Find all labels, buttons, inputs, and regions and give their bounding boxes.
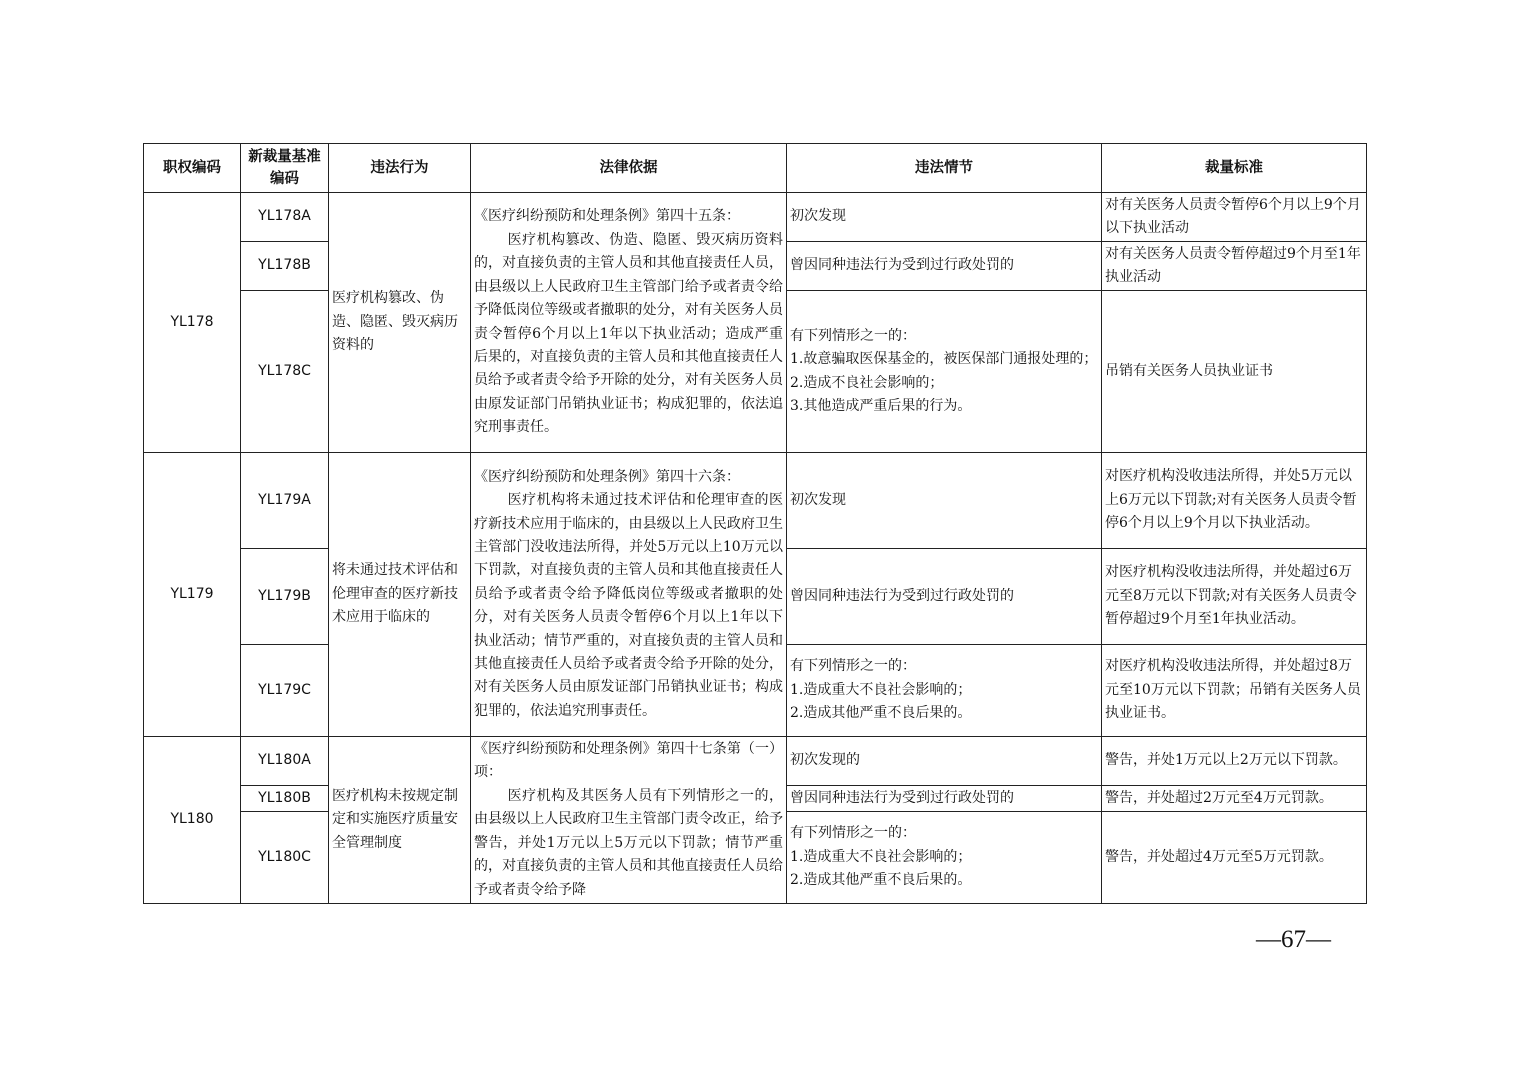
violation-cell: 将未通过技术评估和伦理审查的医疗新技术应用于临床的: [329, 453, 471, 737]
standard-cell: 对医疗机构没收违法所得，并处超过6万元至8万元以下罚款;对有关医务人员责令暂停超过9个月至1年执业活动。: [1102, 549, 1367, 645]
authority-code-cell: YL179: [144, 453, 241, 737]
standard-cell: 警告，并处超过2万元至4万元罚款。: [1102, 786, 1367, 812]
circumstance-cell: 初次发现: [787, 193, 1102, 242]
circumstance-cell: 有下列情形之一的： 1.故意骗取医保基金的，被医保部门通报处理的； 2.造成不良社会影响的； 3.其他造成严重后果的行为。: [787, 291, 1102, 453]
law-title: 《医疗纠纷预防和处理条例》第四十五条：: [474, 208, 740, 225]
sub-code-cell: YL178B: [241, 242, 329, 291]
circumstance-cell: 有下列情形之一的： 1.造成重大不良社会影响的； 2.造成其他严重不良后果的。: [787, 645, 1102, 737]
standard-cell: 对医疗机构没收违法所得，并处5万元以上6万元以下罚款;对有关医务人员责令暂停6个月以上9个月以下执业活动。: [1102, 453, 1367, 549]
circumstance-cell: 曾因同种违法行为受到过行政处罚的: [787, 786, 1102, 812]
sub-code-cell: YL179B: [241, 549, 329, 645]
circumstance-cell: 曾因同种违法行为受到过行政处罚的: [787, 549, 1102, 645]
circumstance-cell: 有下列情形之一的： 1.造成重大不良社会影响的； 2.造成其他严重不良后果的。: [787, 812, 1102, 904]
header-legal-basis: 法律依据: [471, 144, 787, 193]
discretion-standard-table: [143, 143, 1367, 904]
table-header-row: [144, 144, 1367, 193]
sub-code-cell: YL179A: [241, 453, 329, 549]
authority-code-cell: YL178: [144, 193, 241, 453]
table-row: [144, 453, 1367, 549]
header-new-discretion-code: 新裁量基准编码: [241, 144, 329, 193]
sub-code-cell: YL179C: [241, 645, 329, 737]
circumstance-cell: 初次发现: [787, 453, 1102, 549]
legal-basis-cell: [471, 737, 787, 904]
header-standard: 裁量标准: [1102, 144, 1367, 193]
law-body: 医疗机构将未通过技术评估和伦理审查的医疗新技术应用于临床的，由县级以上人民政府卫生主管部门没收违法所得，并处5万元以上10万元以下罚款，对直接负责的主管人员和其他直接责任人员给予或者责令给予降低岗位等级或者撤职的处分，对有关医务人员责令暂停6个月以上1年以下执业活动；情节严重的，对直接负责的主管人员和其他直接责任人员给予或者责令给予开除的处分，对有关医务人员由原发证部门吊销执业证书；构成犯罪的，依法追究刑事责任。: [474, 492, 783, 719]
law-title: 《医疗纠纷预防和处理条例》第四十六条：: [474, 468, 740, 485]
law-body: 医疗机构及其医务人员有下列情形之一的，由县级以上人民政府卫生主管部门责令改正，给予警告，并处1万元以上5万元以下罚款；情节严重的，对直接负责的主管人员和其他直接责任人员给予或者责令给予降: [474, 787, 783, 898]
legal-basis-cell: [471, 193, 787, 453]
header-circumstances: 违法情节: [787, 144, 1102, 193]
page-number: —67—: [1256, 926, 1331, 953]
violation-cell: 医疗机构篡改、伪造、隐匿、毁灭病历资料的: [329, 193, 471, 453]
sub-code-cell: YL180B: [241, 786, 329, 812]
circumstance-cell: 初次发现的: [787, 737, 1102, 786]
header-violation: 违法行为: [329, 144, 471, 193]
table-row: [144, 193, 1367, 242]
sub-code-cell: YL178C: [241, 291, 329, 453]
standard-cell: 吊销有关医务人员执业证书: [1102, 291, 1367, 453]
standard-cell: 对有关医务人员责令暂停6个月以上9个月以下执业活动: [1102, 193, 1367, 242]
circumstance-cell: 曾因同种违法行为受到过行政处罚的: [787, 242, 1102, 291]
standard-cell: 警告，并处超过4万元至5万元罚款。: [1102, 812, 1367, 904]
sub-code-cell: YL180C: [241, 812, 329, 904]
standard-cell: 警告，并处1万元以上2万元以下罚款。: [1102, 737, 1367, 786]
sub-code-cell: YL178A: [241, 193, 329, 242]
standard-cell: 对有关医务人员责令暂停超过9个月至1年执业活动: [1102, 242, 1367, 291]
table-row: [144, 737, 1367, 786]
law-title: 《医疗纠纷预防和处理条例》第四十七条第（一）项：: [474, 741, 783, 781]
authority-code-cell: YL180: [144, 737, 241, 904]
legal-basis-cell: [471, 453, 787, 737]
violation-cell: 医疗机构未按规定制定和实施医疗质量安全管理制度: [329, 737, 471, 904]
sub-code-cell: YL180A: [241, 737, 329, 786]
standard-cell: 对医疗机构没收违法所得，并处超过8万元至10万元以下罚款；吊销有关医务人员执业证书。: [1102, 645, 1367, 737]
law-body: 医疗机构篡改、伪造、隐匿、毁灭病历资料的，对直接负责的主管人员和其他直接责任人员，由县级以上人民政府卫生主管部门给予或者责令给予降低岗位等级或者撤职的处分，对有关医务人员责令暂停6个月以上1年以下执业活动；造成严重后果的，对直接负责的主管人员和其他直接责任人员给予或者责令给予开除的处分，对有关医务人员由原发证部门吊销执业证书；构成犯罪的，依法追究刑事责任。: [474, 231, 783, 436]
header-authority-code: 职权编码: [144, 144, 241, 193]
